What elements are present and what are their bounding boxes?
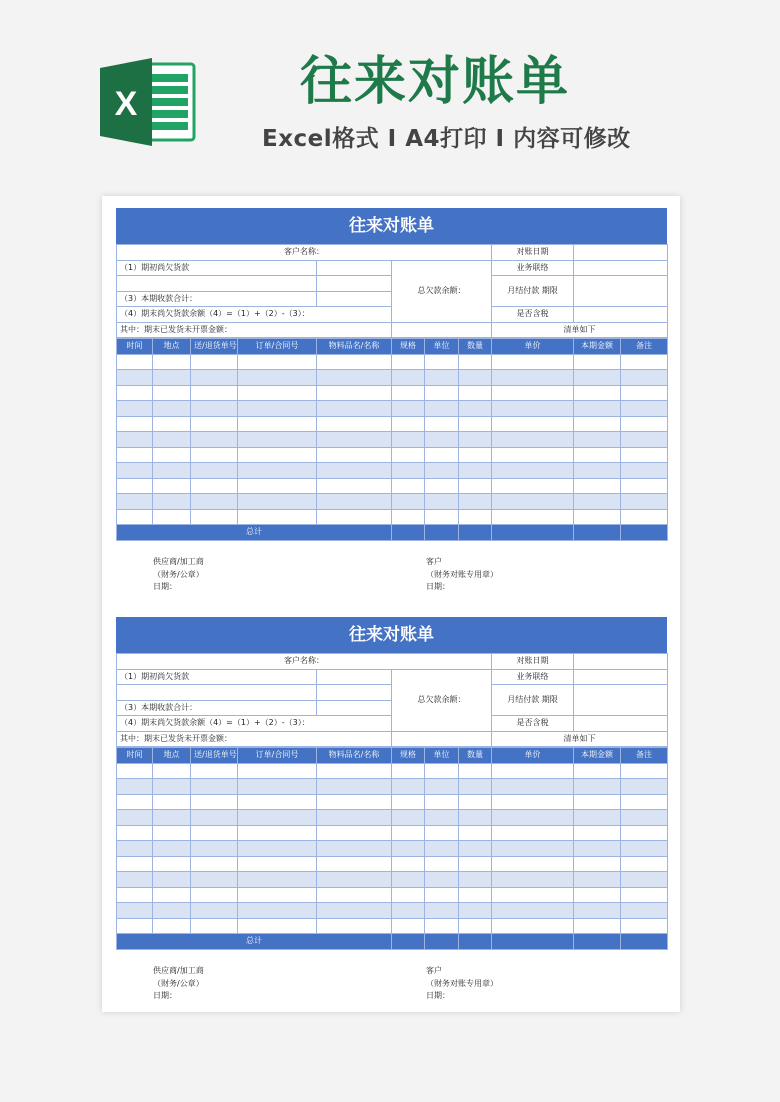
opening-debt-value[interactable] xyxy=(317,669,392,685)
total-amount[interactable] xyxy=(574,934,621,950)
business-contact-label: 业务联络 xyxy=(492,669,574,685)
opening-debt-label: （1）期初尚欠货款 xyxy=(117,669,317,685)
supplier-seal-label: （财务/公章） xyxy=(153,978,204,988)
statement-form-2 xyxy=(116,617,667,950)
col-header-unit: 单位 xyxy=(425,748,459,764)
statement-info-table xyxy=(116,244,668,338)
total-row xyxy=(117,934,668,950)
supplier-date-label: 日期： xyxy=(153,582,177,591)
table-row[interactable] xyxy=(117,494,668,510)
customer-seal-label: （财务对账专用章） xyxy=(426,569,498,579)
closing-debt-label: （4）期末尚欠货款余额（4）=（1）+（2）-（3）： xyxy=(117,716,392,732)
col-header-spec: 规格 xyxy=(392,339,425,355)
page-subtitle: Excel格式 I A4打印 I 内容可修改 xyxy=(262,126,631,152)
supplier-label: 供应商/加工商 xyxy=(153,557,204,566)
current-receipts-label: （3）本期收款合计： xyxy=(117,700,317,716)
monthly-settlement-value[interactable] xyxy=(574,685,668,716)
table-row[interactable] xyxy=(117,794,668,810)
col-header-unit: 单位 xyxy=(425,339,459,355)
table-row[interactable] xyxy=(117,825,668,841)
table-row[interactable] xyxy=(117,478,668,494)
page-title: 往来对账单 xyxy=(300,52,571,112)
current-receipts-value[interactable] xyxy=(317,291,392,307)
list-below-label: 清单如下 xyxy=(492,731,668,747)
customer-name-label: 客户名称： xyxy=(117,245,492,261)
table-row[interactable] xyxy=(117,887,668,903)
reconcile-date-label: 对账日期 xyxy=(492,245,574,261)
table-row[interactable] xyxy=(117,872,668,888)
total-debt-label: 总欠款余额： xyxy=(392,260,492,322)
statement-title: 往来对账单 xyxy=(116,208,667,244)
col-header-unit-price: 单价 xyxy=(492,339,574,355)
table-row[interactable] xyxy=(117,810,668,826)
monthly-settlement-value[interactable] xyxy=(574,276,668,307)
total-label: 总计 xyxy=(117,934,392,950)
uninvoiced-value[interactable] xyxy=(392,731,492,747)
col-header-amount: 本期金额 xyxy=(574,748,621,764)
col-header-place: 地点 xyxy=(153,748,191,764)
business-contact-value[interactable] xyxy=(574,669,668,685)
closing-debt-label: （4）期末尚欠货款余额（4）=（1）+（2）-（3）： xyxy=(117,307,392,323)
opening-debt-value[interactable] xyxy=(317,260,392,276)
col-header-place: 地点 xyxy=(153,339,191,355)
statement-info-table xyxy=(116,653,668,747)
col-header-time: 时间 xyxy=(117,748,153,764)
total-label: 总计 xyxy=(117,525,392,541)
tax-included-value[interactable] xyxy=(574,716,668,732)
customer-label: 客户 xyxy=(426,966,442,975)
list-below-label: 清单如下 xyxy=(492,322,668,338)
table-row[interactable] xyxy=(117,779,668,795)
customer-signature-block xyxy=(426,556,498,594)
table-row[interactable] xyxy=(117,432,668,448)
col-header-material: 物料品名/名称 xyxy=(317,339,392,355)
col-header-spec: 规格 xyxy=(392,748,425,764)
statement-title: 往来对账单 xyxy=(116,617,667,653)
total-debt-label: 总欠款余额： xyxy=(392,669,492,731)
table-row[interactable] xyxy=(117,370,668,386)
col-header-time: 时间 xyxy=(117,339,153,355)
period-goods-cell[interactable] xyxy=(117,276,317,292)
current-receipts-value[interactable] xyxy=(317,700,392,716)
col-header-amount: 本期金额 xyxy=(574,339,621,355)
uninvoiced-value[interactable] xyxy=(392,322,492,338)
table-row[interactable] xyxy=(117,463,668,479)
col-header-remark: 备注 xyxy=(621,339,668,355)
col-header-qty: 数量 xyxy=(459,748,492,764)
current-receipts-label: （3）本期收款合计： xyxy=(117,291,317,307)
monthly-settlement-label: 月结付款 期限 xyxy=(492,276,574,307)
period-goods-value[interactable] xyxy=(317,276,392,292)
col-header-unit-price: 单价 xyxy=(492,748,574,764)
statement-form-1 xyxy=(116,208,667,541)
table-row[interactable] xyxy=(117,401,668,417)
customer-date-label: 日期： xyxy=(426,991,450,1000)
table-row[interactable] xyxy=(117,509,668,525)
supplier-label: 供应商/加工商 xyxy=(153,966,204,975)
tax-included-value[interactable] xyxy=(574,307,668,323)
statement-items-table xyxy=(116,747,668,950)
col-header-order-no: 订单/合同号 xyxy=(238,339,317,355)
col-header-delivery-no: 送/退货单号 xyxy=(191,339,238,355)
business-contact-value[interactable] xyxy=(574,260,668,276)
business-contact-label: 业务联络 xyxy=(492,260,574,276)
table-row[interactable] xyxy=(117,918,668,934)
table-row[interactable] xyxy=(117,385,668,401)
col-header-order-no: 订单/合同号 xyxy=(238,748,317,764)
table-row[interactable] xyxy=(117,354,668,370)
col-header-qty: 数量 xyxy=(459,339,492,355)
reconcile-date-value[interactable] xyxy=(574,245,668,261)
total-amount[interactable] xyxy=(574,525,621,541)
table-row[interactable] xyxy=(117,841,668,857)
reconcile-date-value[interactable] xyxy=(574,654,668,670)
table-row[interactable] xyxy=(117,856,668,872)
uninvoiced-label: 其中：期末已发货未开票金额： xyxy=(117,322,392,338)
table-row[interactable] xyxy=(117,416,668,432)
total-qty[interactable] xyxy=(459,934,492,950)
customer-signature-block xyxy=(426,965,498,1003)
tax-included-label: 是否含税 xyxy=(492,716,574,732)
col-header-material: 物料品名/名称 xyxy=(317,748,392,764)
total-row xyxy=(117,525,668,541)
customer-label: 客户 xyxy=(426,557,442,566)
uninvoiced-label: 其中：期末已发货未开票金额： xyxy=(117,731,392,747)
customer-name-label: 客户名称： xyxy=(117,654,492,670)
total-qty[interactable] xyxy=(459,525,492,541)
monthly-settlement-label: 月结付款 期限 xyxy=(492,685,574,716)
col-header-remark: 备注 xyxy=(621,748,668,764)
statement-items-table xyxy=(116,338,668,541)
table-row[interactable] xyxy=(117,903,668,919)
supplier-signature-block xyxy=(153,556,204,594)
supplier-date-label: 日期： xyxy=(153,991,177,1000)
excel-icon xyxy=(100,58,196,146)
supplier-seal-label: （财务/公章） xyxy=(153,569,204,579)
reconcile-date-label: 对账日期 xyxy=(492,654,574,670)
opening-debt-label: （1）期初尚欠货款 xyxy=(117,260,317,276)
customer-date-label: 日期： xyxy=(426,582,450,591)
tax-included-label: 是否含税 xyxy=(492,307,574,323)
supplier-signature-block xyxy=(153,965,204,1003)
period-goods-cell[interactable] xyxy=(117,685,317,701)
svg-text:X: X xyxy=(114,85,138,123)
period-goods-value[interactable] xyxy=(317,685,392,701)
table-row[interactable] xyxy=(117,763,668,779)
customer-seal-label: （财务对账专用章） xyxy=(426,978,498,988)
table-row[interactable] xyxy=(117,447,668,463)
col-header-delivery-no: 送/退货单号 xyxy=(191,748,238,764)
